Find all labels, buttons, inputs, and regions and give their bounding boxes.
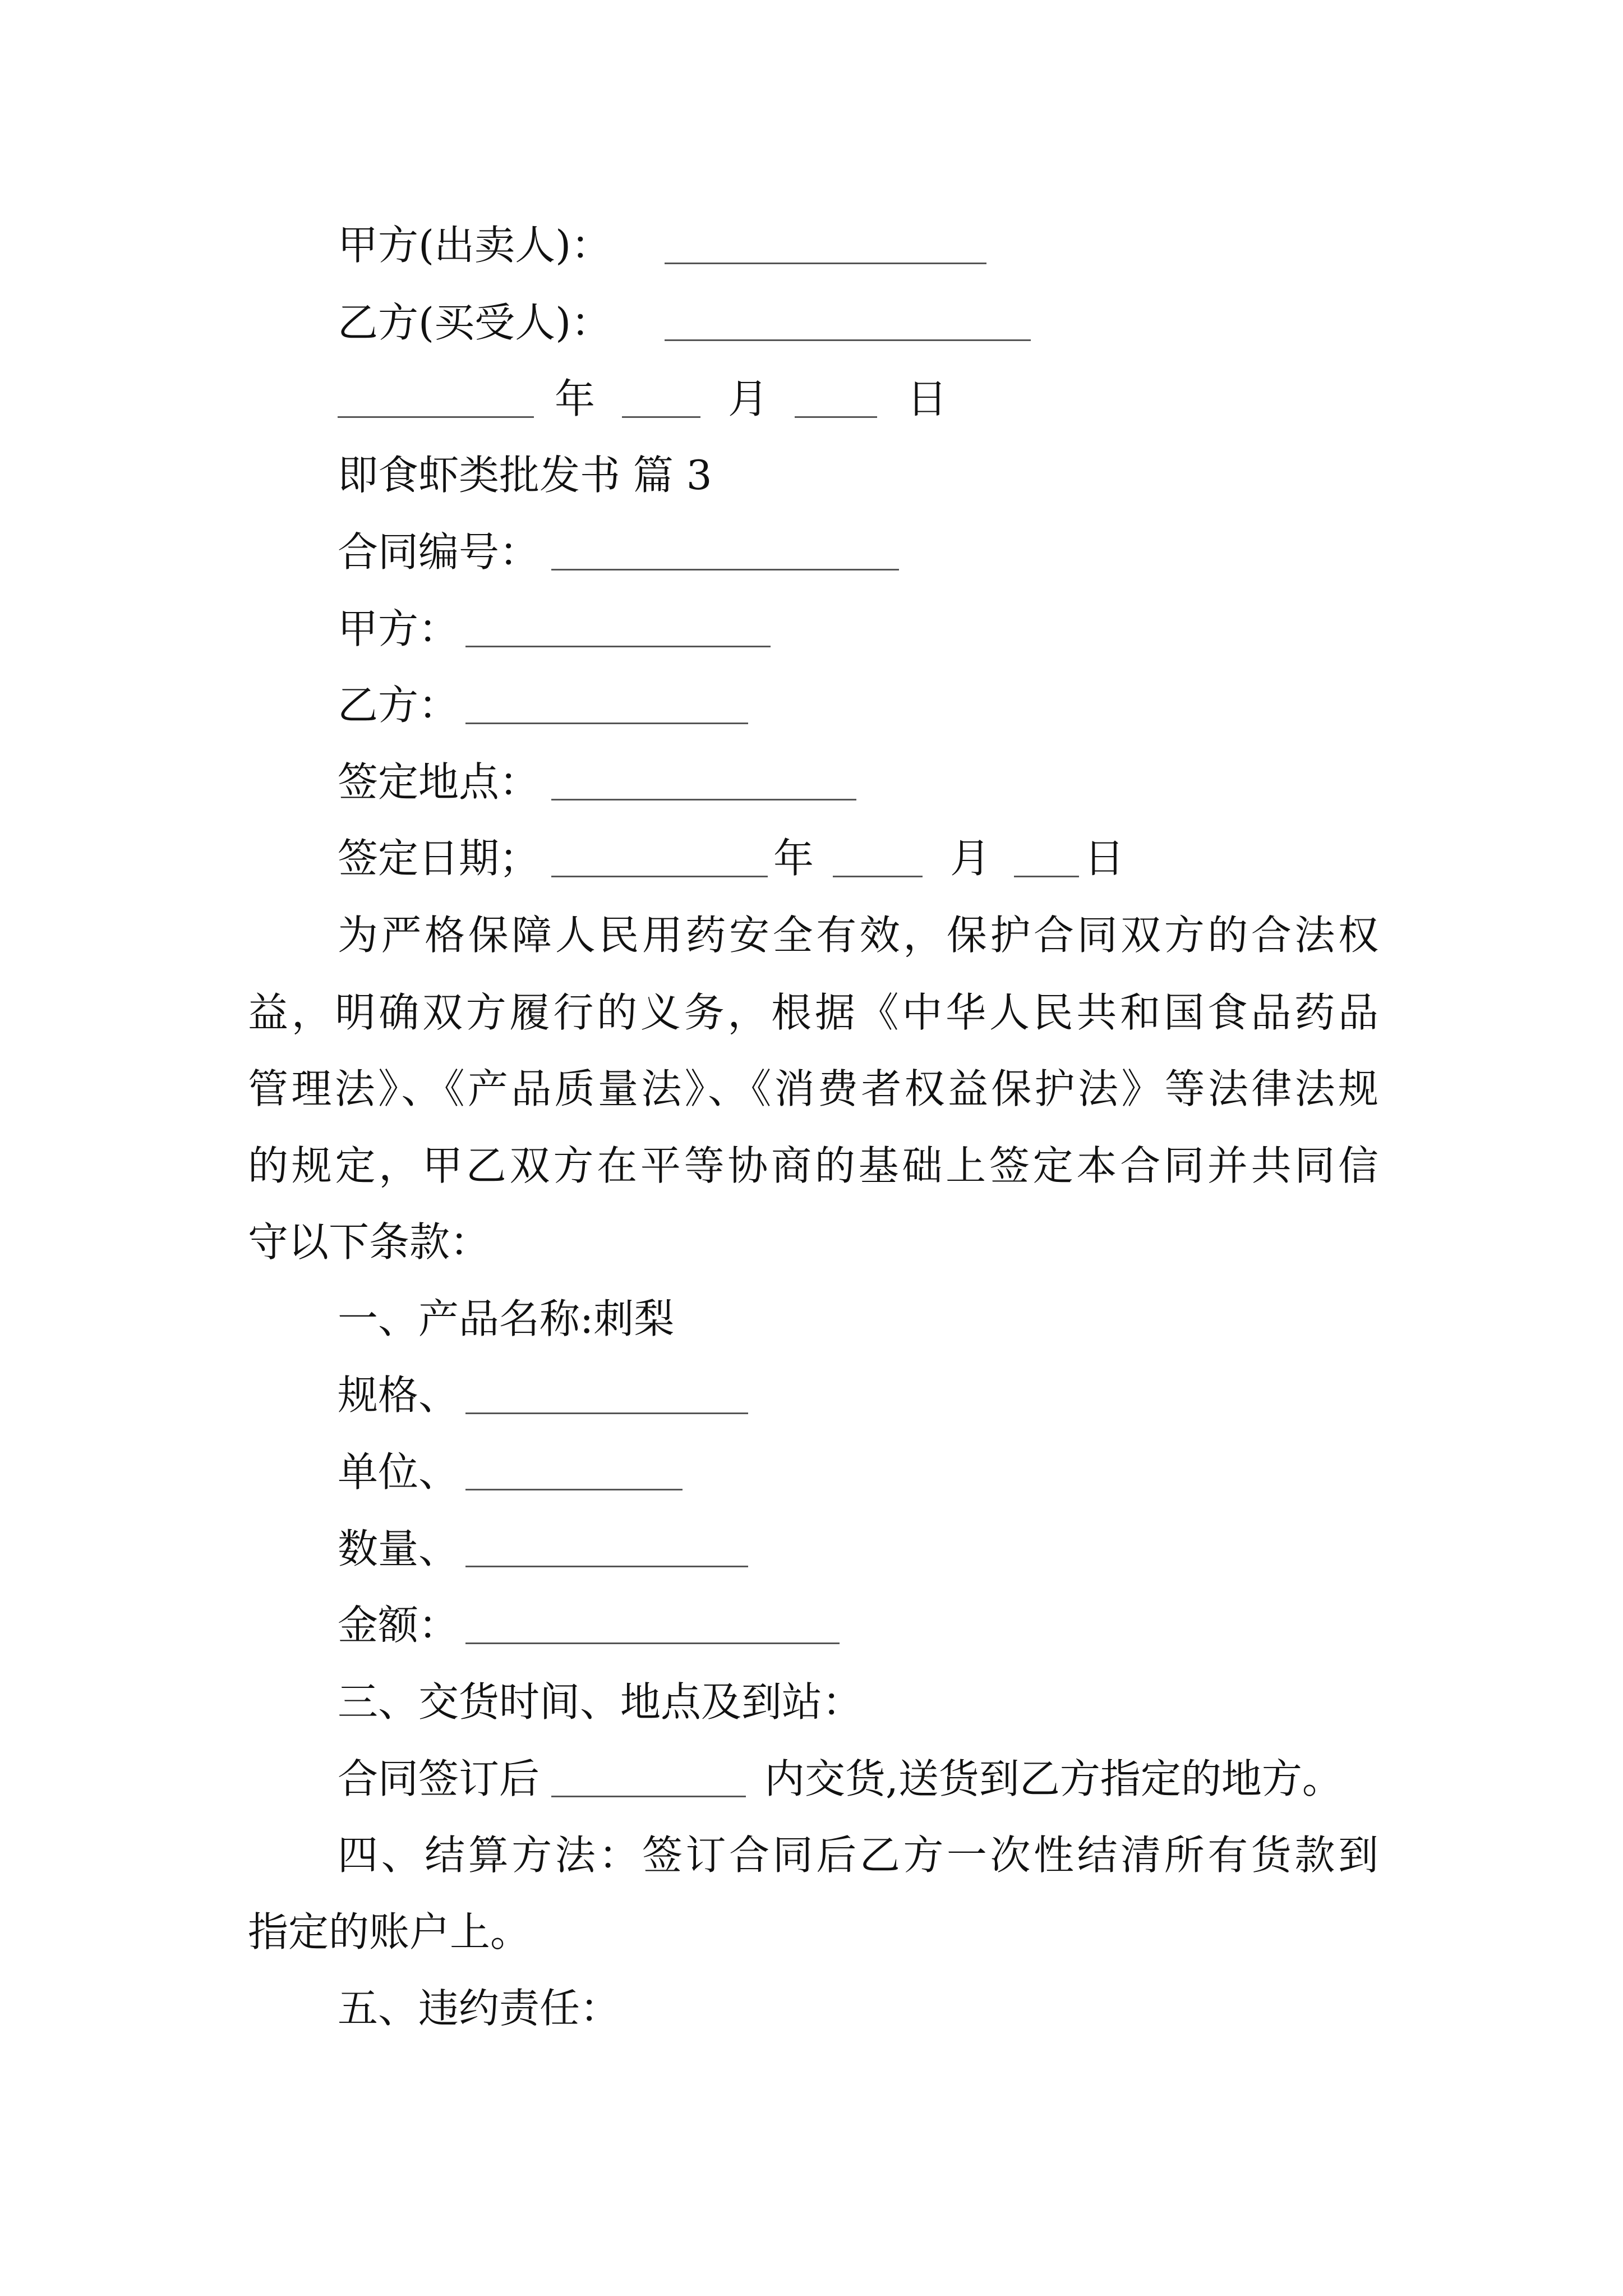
item4-line-1: 四、结算方法：签订合同后乙方一次性结清所有货款到 bbox=[338, 1832, 1378, 1879]
delivery-before: 合同签订后 bbox=[338, 1755, 540, 1802]
party-b-buyer-blank[interactable] bbox=[665, 339, 1031, 341]
sign-date-month-label: 月 bbox=[950, 835, 991, 882]
item4-line-2: 指定的账户上。 bbox=[248, 1908, 531, 1955]
sign-date-year-label: 年 bbox=[773, 835, 814, 882]
qty-blank[interactable] bbox=[465, 1566, 748, 1567]
sign-date-day-blank[interactable] bbox=[1014, 876, 1079, 877]
section-title: 即食虾类批发书 篇 3 bbox=[338, 452, 712, 499]
date1-year-blank[interactable] bbox=[338, 416, 534, 418]
sign-date-month-blank[interactable] bbox=[833, 876, 923, 877]
item3-delivery-heading: 三、交货时间、地点及到站： bbox=[338, 1678, 863, 1726]
date1-year-label: 年 bbox=[555, 375, 596, 422]
preamble-line-4: 的规定，甲乙双方在平等协商的基础上签定本合同并共同信 bbox=[248, 1142, 1378, 1189]
preamble-line-2: 益，明确双方履行的义务，根据《中华人民共和国食品药品 bbox=[248, 989, 1378, 1036]
sign-date-label: 签定日期； bbox=[338, 835, 540, 882]
date1-day-label: 日 bbox=[907, 375, 948, 422]
preamble-line-1: 为严格保障人民用药安全有效，保护合同双方的合法权 bbox=[338, 912, 1378, 959]
date1-month-label: 月 bbox=[728, 375, 769, 422]
item5-liability-heading: 五、违约责任： bbox=[338, 1985, 621, 2032]
spec-blank[interactable] bbox=[465, 1412, 748, 1414]
party-a-blank[interactable] bbox=[465, 646, 771, 647]
sign-date-year-blank[interactable] bbox=[551, 876, 768, 877]
party-b-blank[interactable] bbox=[465, 723, 748, 724]
sign-place-label: 签定地点： bbox=[338, 758, 540, 806]
unit-label: 单位、 bbox=[338, 1448, 459, 1496]
contract-no-blank[interactable] bbox=[551, 569, 899, 570]
delivery-time-blank[interactable] bbox=[551, 1796, 746, 1797]
party-a-seller-blank[interactable] bbox=[665, 263, 986, 264]
amount-label: 金额： bbox=[338, 1602, 459, 1649]
sign-date-day-label: 日 bbox=[1084, 835, 1125, 882]
item1-product-name: 一、产品名称:刺梨 bbox=[338, 1295, 675, 1342]
party-a-label: 甲方： bbox=[338, 605, 459, 652]
unit-blank[interactable] bbox=[465, 1489, 683, 1490]
spec-label: 规格、 bbox=[338, 1372, 459, 1419]
contract-no-label: 合同编号： bbox=[338, 528, 540, 576]
amount-blank[interactable] bbox=[465, 1642, 840, 1644]
date1-day-blank[interactable] bbox=[795, 416, 877, 418]
party-a-seller-label: 甲方(出卖人)： bbox=[338, 222, 612, 269]
date1-month-blank[interactable] bbox=[622, 416, 700, 418]
qty-label: 数量、 bbox=[338, 1525, 459, 1572]
delivery-after: 内交货,送货到乙方指定的地方。 bbox=[764, 1755, 1343, 1802]
preamble-line-5: 守以下条款： bbox=[248, 1218, 491, 1266]
party-b-label: 乙方： bbox=[338, 682, 459, 729]
sign-place-blank[interactable] bbox=[551, 799, 856, 800]
party-b-buyer-label: 乙方(买受人)： bbox=[338, 299, 612, 346]
preamble-line-3: 管理法》、《产品质量法》、《消费者权益保护法》等法律法规 bbox=[248, 1065, 1378, 1112]
